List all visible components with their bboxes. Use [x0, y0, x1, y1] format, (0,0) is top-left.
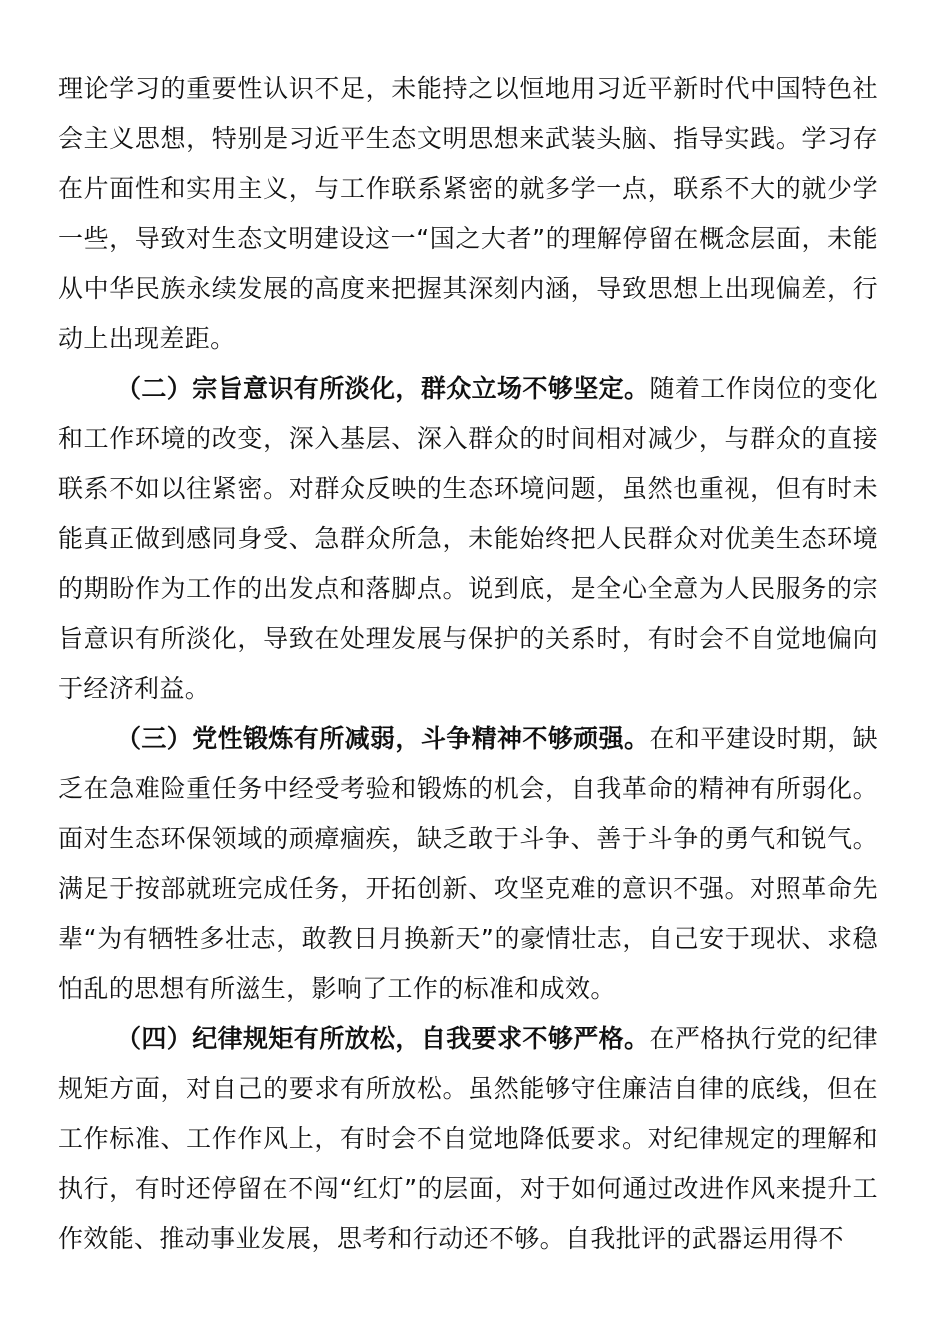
section-heading: （三）党性锻炼有所减弱，斗争精神不够顽强。 [116, 724, 650, 753]
section-heading: （二）宗旨意识有所淡化，群众立场不够坚定。 [116, 374, 650, 403]
paragraph-text: 理论学习的重要性认识不足，未能持之以恒地用习近平新时代中国特色社会主义思想，特别是习近平生态文明思想来武装头脑、指导实践。学习存在片面性和实用主义，与工作联系紧密的就多学一点，联系不大的就少学一些，导致对生态文明建设这一“国之大者”的理解停留在概念层面，未能从中华民族永续发展的高度来把握其深刻内涵，导致思想上出现偏差，行动上出现差距。 [58, 74, 878, 353]
document-page [58, 64, 878, 1264]
paragraph-section-4 [58, 1014, 878, 1264]
paragraph-text: 在严格执行党的纪律规矩方面，对自己的要求有所放松。虽然能够守住廉洁自律的底线，但在工作标准、工作作风上，有时会不自觉地降低要求。对纪律规定的理解和执行，有时还停留在不闯“红灯”的层面，对于如何通过改进作风来提升工作效能、推动事业发展，思考和行动还不够。自我批评的武器运用得不 [58, 1024, 878, 1253]
section-heading: （四）纪律规矩有所放松，自我要求不够严格。 [116, 1024, 650, 1053]
paragraph-section-3 [58, 714, 878, 1014]
paragraph-section-2 [58, 364, 878, 714]
paragraph-text: 随着工作岗位的变化和工作环境的改变，深入基层、深入群众的时间相对减少，与群众的直接联系不如以往紧密。对群众反映的生态环境问题，虽然也重视，但有时未能真正做到感同身受、急群众所急，未能始终把人民群众对优美生态环境的期盼作为工作的出发点和落脚点。说到底，是全心全意为人民服务的宗旨意识有所淡化，导致在处理发展与保护的关系时，有时会不自觉地偏向于经济利益。 [58, 374, 878, 703]
paragraph-continuation [58, 64, 878, 364]
paragraph-text: 在和平建设时期，缺乏在急难险重任务中经受考验和锻炼的机会，自我革命的精神有所弱化。面对生态环保领域的顽瘴痼疾，缺乏敢于斗争、善于斗争的勇气和锐气。满足于按部就班完成任务，开拓创新、攻坚克难的意识不强。对照革命先辈“为有牺牲多壮志，敢教日月换新天”的豪情壮志，自己安于现状、求稳怕乱的思想有所滋生，影响了工作的标准和成效。 [58, 724, 878, 1003]
